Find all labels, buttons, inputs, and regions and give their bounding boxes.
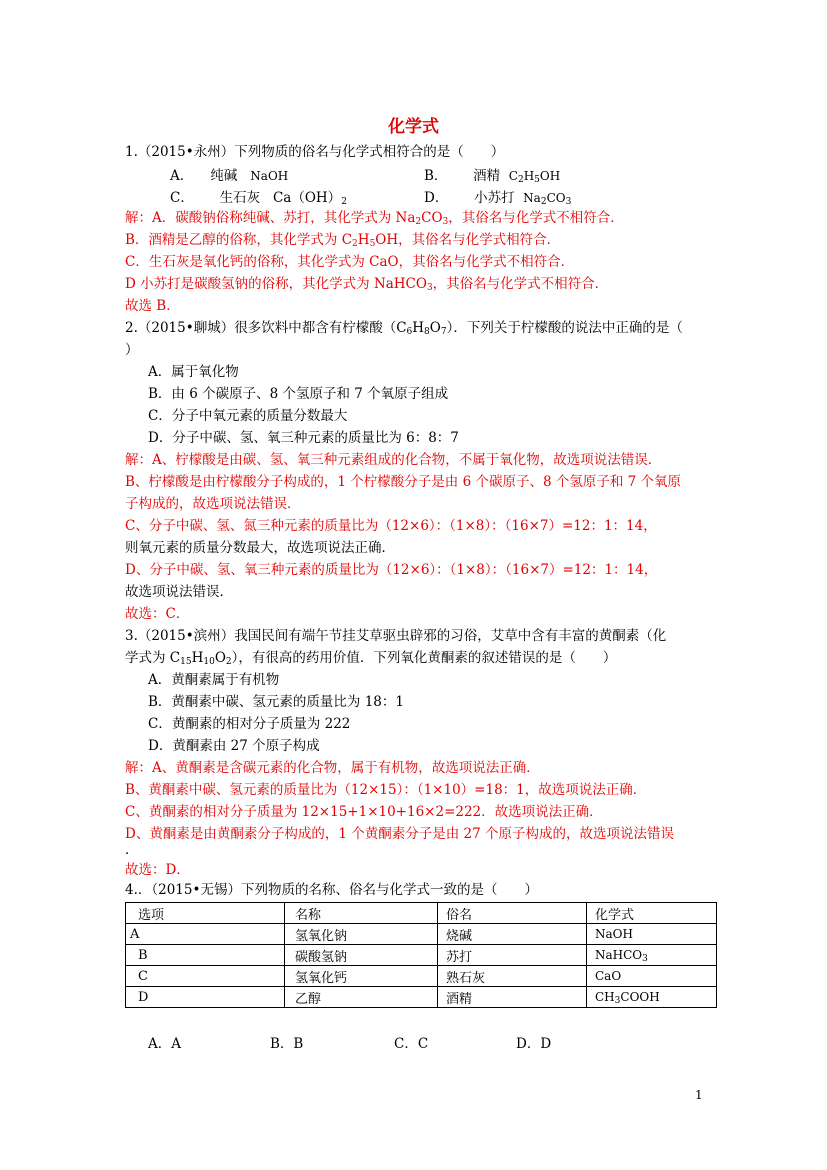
q1-answer: 故选 B．: [125, 298, 180, 314]
q1-solution-c: C．生石灰是氧化钙的俗称，其化学式为 CaO，其俗名与化学式不相符合．: [125, 254, 575, 270]
q1-option-b: B． 酒精 $C_2H_5OH$: [424, 168, 561, 185]
q2-option-a: A．属于氧化物: [148, 364, 239, 380]
cell-common-name: 酒精: [438, 987, 587, 1008]
cell-common-name: 苏打: [438, 945, 587, 966]
q3-solution-line3: C、黄酮素的相对分子质量为 12×15+1×10+16×2=222．故选项说法正确．: [125, 804, 603, 820]
q3-option-a: A．黄酮素属于有机物: [148, 672, 280, 688]
q2-stem-line1: 2.（2015•聊城）很多饮料中都含有柠檬酸$(C_6H_8O_7)$．下列关于柠檬酸的说法中正确的是（: [125, 320, 683, 337]
q1-solution-a: 解：A．碳酸钠俗称纯碱、苏打，其化学式为 $Na_2CO_3$，其俗名与化学式不相符合．: [125, 210, 624, 227]
q2-solution-line7: 故选项说法错误．: [125, 584, 233, 600]
table-header-row: [126, 903, 717, 924]
table-row: [126, 987, 717, 1008]
q4-choice-c: C．C: [394, 1036, 429, 1052]
table-row: [126, 924, 717, 945]
q1-option-c: C． 生石灰 $Ca(OH)_2$: [170, 190, 347, 207]
cell-formula: CaO: [587, 966, 717, 987]
q3-option-b: B．黄酮素中碳、氢元素的质量比为 18：1: [148, 694, 404, 710]
q3-solution-line1: 解：A、黄酮素是含碳元素的化合物，属于有机物，故选项说法正确．: [125, 760, 540, 776]
q1-solution-d: D 小苏打是碳酸氢钠的俗称，其化学式为 NaHCO$_3$，其俗名与化学式不相符合．: [125, 276, 609, 293]
cell-option: B: [126, 945, 285, 966]
cell-formula: $CH_3COOH$: [587, 987, 717, 1008]
q2-solution-line6: D、分子中碳、氢、氧三种元素的质量比为（12×6）：（1×8）：（16×7）=12：1：14，: [125, 562, 658, 578]
q4-table: [125, 902, 717, 1008]
q2-stem-line2: ）: [125, 342, 139, 358]
cell-name: 乙醇: [285, 987, 438, 1008]
q4-choice-a: A．A: [148, 1036, 181, 1052]
table-row: [126, 945, 717, 966]
header-option: 选项: [126, 903, 285, 924]
q2-answer: 故选：C．: [125, 606, 190, 622]
cell-common-name: 烧碱: [438, 924, 587, 945]
q1-solution-b: B．酒精是乙醇的俗称，其化学式为 $C_2H_5OH$，其俗名与化学式相符合．: [125, 232, 561, 249]
page-title: 化学式: [388, 117, 439, 137]
q1-option-d: D． 小苏打 $Na_2CO_3$: [424, 190, 572, 207]
cell-name: 碳酸氢钠: [285, 945, 438, 966]
q1-option-a: A． 纯碱 NaOH: [170, 168, 289, 184]
header-name: 名称: [285, 903, 438, 924]
cell-name: 氢氧化钠: [285, 924, 438, 945]
table-row: [126, 966, 717, 987]
q2-solution-line2: B、柠檬酸是由柠檬酸分子构成的，1 个柠檬酸分子是由 6 个碳原子、8 个氢原子和 7 个氧原: [125, 474, 682, 490]
header-formula: 化学式: [587, 903, 717, 924]
q1-stem: 1.（2015•永州）下列物质的俗名与化学式相符合的是（ ）: [125, 144, 505, 160]
q3-stem-line2: 学式为 $C_{15}H_{10}O_2$），有很高的药用价值．下列氧化黄酮素的叙述错误的是（ ）: [125, 650, 617, 667]
q3-solution-line5: ．: [125, 842, 139, 858]
q3-solution-line4: D、黄酮素是由黄酮素分子构成的，1 个黄酮素分子是由 27 个原子构成的，故选项说法错误: [125, 826, 674, 842]
cell-formula: NaHCO$_3$: [587, 945, 717, 966]
cell-option: A: [126, 924, 285, 945]
q3-answer: 故选：D．: [125, 862, 190, 878]
q2-option-b: B．由 6 个碳原子、8 个氢原子和 7 个氧原子组成: [148, 386, 449, 402]
q3-stem-line1: 3.（2015•滨州）我国民间有端午节挂艾草驱虫辟邪的习俗，艾草中含有丰富的黄酮素（化: [125, 628, 667, 644]
q3-solution-line2: B、黄酮素中碳、氢元素的质量比为（12×15）：（1×10）=18：1，故选项说法正确．: [125, 782, 647, 798]
q2-option-c: C．分子中氧元素的质量分数最大: [148, 408, 348, 424]
q4-choice-b: B．B: [270, 1036, 304, 1052]
q3-option-c: C．黄酮素的相对分子质量为 222: [148, 716, 351, 732]
cell-option: D: [126, 987, 285, 1008]
cell-option: C: [126, 966, 285, 987]
cell-formula: NaOH: [587, 924, 717, 945]
q3-option-d: D．黄酮素由 27 个原子构成: [148, 738, 320, 754]
page-number: 1: [695, 1088, 703, 1102]
q4-choice-d: D．D: [516, 1036, 552, 1052]
header-common-name: 俗名: [438, 903, 587, 924]
q2-solution-line1: 解：A、柠檬酸是由碳、氢、氧三种元素组成的化合物，不属于氧化物，故选项说法错误．: [125, 452, 662, 468]
q2-option-d: D．分子中碳、氢、氧三种元素的质量比为 6：8：7: [148, 430, 459, 446]
q2-solution-line3: 子构成的，故选项说法错误．: [125, 496, 301, 512]
cell-name: 氢氧化钙: [285, 966, 438, 987]
q4-stem: 4.．（2015•无锡）下列物质的名称、俗名与化学式一致的是（ ）: [125, 882, 538, 898]
q2-solution-line5: 则氧元素的质量分数最大，故选项说法正确．: [125, 540, 395, 556]
cell-common-name: 熟石灰: [438, 966, 587, 987]
q2-solution-line4: C、分子中碳、氢、氮三种元素的质量比为（12×6）：（1×8）：（16×7）=12：1：14，: [125, 518, 657, 534]
